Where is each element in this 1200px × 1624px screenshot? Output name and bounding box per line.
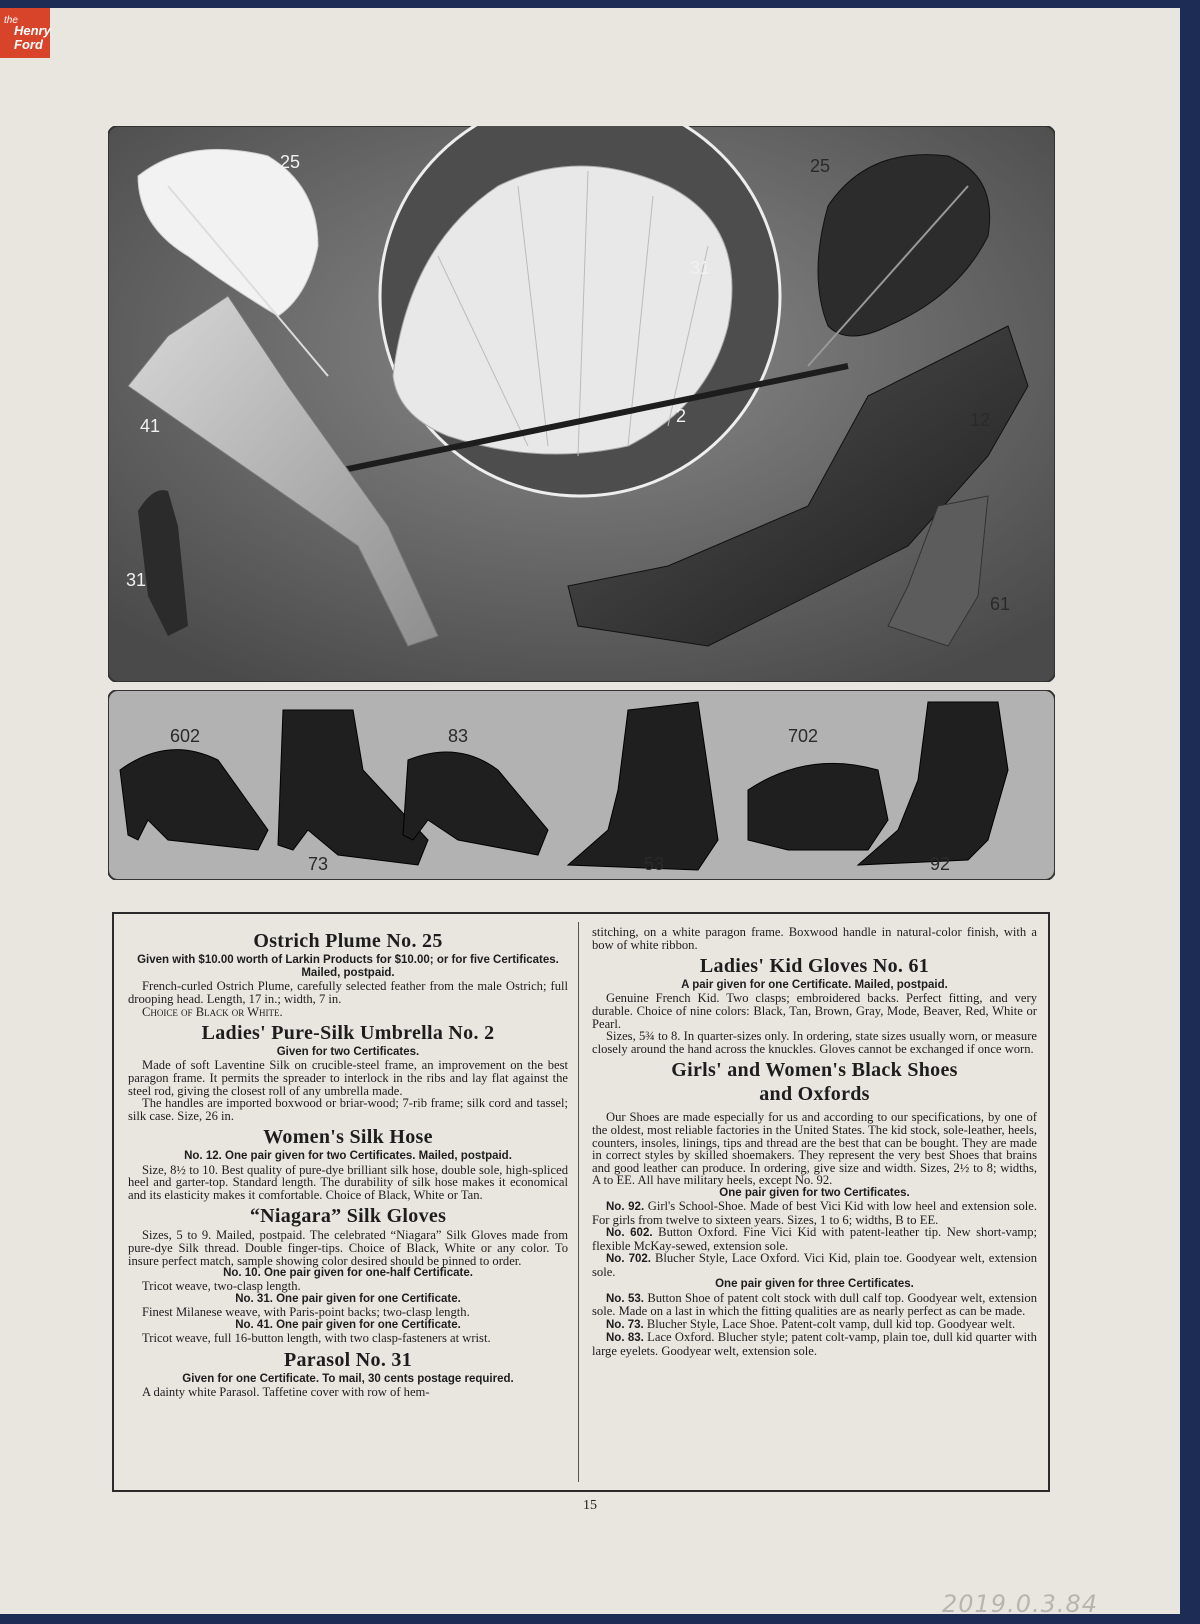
product-descriptions xyxy=(112,912,1050,1492)
shoe-73-desc: No. 73. Blucher Style, Lace Shoe. Patent-colt vamp, dull kid top. Goodyear welt. xyxy=(606,1316,1016,1331)
fig-shoe-73: 73 xyxy=(308,854,329,874)
shoe-92-desc: No. 92. Girl's School-Shoe. Made of best Vici Kid with low heel and extension sole. For girls from twelve to sixteen years. Sizes, 1 to 6; widths, B to EE. xyxy=(592,1199,1037,1227)
niagara-no31-body: Finest Milanese weave, with Paris-point backs; two-clasp length. xyxy=(142,1305,470,1320)
left-column xyxy=(128,926,568,1398)
umbrella-body-2: The handles are imported boxwood or briar-wood; 7-rib frame; silk cord and tassel; silk case. Size, 26 in. xyxy=(128,1096,568,1123)
shoes-title-1: Girls' and Women's Black Shoes xyxy=(671,1059,958,1082)
shoe-702-desc: No. 702. Blucher Style, Lace Oxford. Vici Kid, plain toe. Goodyear welt, extension sole. xyxy=(592,1251,1037,1279)
niagara-no31-terms: No. 31. One pair given for one Certificate. xyxy=(235,1293,461,1305)
umbrella-title: Ladies' Pure-Silk Umbrella No. 2 xyxy=(201,1022,495,1045)
hose-body: Size, 8½ to 10. Best quality of pure-dye brilliant silk hose, double sole, high-spliced heel and garter-top. Standard length. The durability of silk hose makes it economical and its elasticity makes it comfortable. Choice of Black, White or Tan. xyxy=(128,1162,568,1202)
fig-shoe-53: 53 xyxy=(644,854,665,874)
fig-gloves-long: 41 xyxy=(140,416,161,436)
column-divider xyxy=(578,922,579,1482)
shoe-53-desc: No. 53. Button Shoe of patent colt stock with dull calf top. Goodyear welt, extension sole. Made on a last in which the fitting qualities are as nearly perfect as can be made. xyxy=(592,1290,1037,1319)
parasol-body: A dainty white Parasol. Taffetine cover with row of hem- xyxy=(142,1384,430,1399)
kid-gloves-body-1: Genuine French Kid. Two clasps; embroidered backs. Perfect fitting, and very durable. Choice of nine colors: Black, Tan, Brown, Gray, Mode, Beaver, Red, White or Pearl. xyxy=(592,991,1037,1031)
parasol-terms: Given for one Certificate. To mail, 30 cents postage required. xyxy=(182,1372,514,1385)
kid-gloves-body-2: Sizes, 5¾ to 8. In quarter-sizes only. In ordering, state sizes usually worn, or measure closely around the hand across the knuckles. Gloves cannot be exchanged if once worn. xyxy=(592,1029,1037,1056)
plume-title: Ostrich Plume No. 25 xyxy=(253,930,443,952)
niagara-no41-terms: No. 41. One pair given for one Certificate. xyxy=(235,1318,461,1331)
henry-ford-logo: the Henry Ford xyxy=(0,8,50,58)
shoes-title-2: and Oxfords xyxy=(759,1083,870,1106)
fig-shoe-92: 92 xyxy=(930,854,951,874)
niagara-no10-body: Tricot weave, two-clasp length. xyxy=(142,1279,301,1294)
fig-umbrella: 31 xyxy=(690,258,711,278)
fig-plume-right: 25 xyxy=(810,156,831,176)
niagara-no10-terms: No. 10. One pair given for one-half Certificate. xyxy=(223,1267,473,1280)
niagara-body: Sizes, 5 to 9. Mailed, postpaid. The celebrated “Niagara” Silk Gloves made from pure-dye Silk thread. Double finger-tips. Choice of Black, White or any color. To insure perfect match, sample showing color desired should be pinned to order. xyxy=(128,1228,568,1268)
fig-parasol: 2 xyxy=(676,406,687,426)
fig-gloves-short: 31 xyxy=(126,570,147,590)
niagara-title: “Niagara” Silk Gloves xyxy=(249,1205,447,1228)
parasol-body-continued: stitching, on a white paragon frame. Boxwood handle in natural-color finish, with a bow of white ribbon. xyxy=(592,925,1037,952)
kid-gloves-title: Ladies' Kid Gloves No. 61 xyxy=(699,955,930,978)
accession-number: 2019.0.3.84 xyxy=(942,1590,1099,1618)
page-number: 15 xyxy=(583,1498,597,1513)
accessories-illustration xyxy=(108,126,1055,682)
parasol-title: Parasol No. 31 xyxy=(283,1348,413,1371)
plume-choice: Choice of Black or White. xyxy=(142,1004,283,1019)
niagara-no41-body: Tricot weave, full 16-button length, with two clasp-fasteners at wrist. xyxy=(142,1331,491,1346)
shoe-602-desc: No. 602. Button Oxford. Fine Vici Kid with patent-leather tip. New short-vamp; flexible McKay-sewed, extension sole. xyxy=(592,1225,1038,1253)
shoes-intro: Our Shoes are made especially for us and according to our specifications, by one of the oldest, most reliable factories in the United States. The kid stock, sole-leather, heels, counters, insoles, linings, tips and thread are the best that can be bought. They are made in correct styles by skilled shoemakers. They represent the very best Shoes that brains and good leather can produce. In ordering, give size and width. Sizes, 2½ to 8; widths, A to EE. All have military heels, except No. 92. xyxy=(592,1110,1037,1188)
shoes-terms-two: One pair given for two Certificates. xyxy=(719,1186,910,1199)
shoes-terms-three: One pair given for three Certificates. xyxy=(715,1278,914,1291)
hose-title: Women's Silk Hose xyxy=(263,1126,433,1149)
umbrella-body-1: Made of soft Laventine Silk on crucible-steel frame, an improvement on the best paragon frame. It permits the spreader to interlock in the ribs and lay flat against the steel rod, giving the closest roll of any umbrella made. xyxy=(128,1058,568,1098)
fig-shoe-702: 702 xyxy=(788,726,819,746)
right-column xyxy=(592,926,1037,1357)
fig-hose: 12 xyxy=(970,410,991,430)
shoe-83-desc: No. 83. Lace Oxford. Blucher style; patent colt-vamp, plain toe, dull kid quarter with large eyelets. Goodyear welt, extension sole. xyxy=(592,1330,1037,1358)
plume-terms: Given with $10.00 worth of Larkin Products for $10.00; or for five Certificates. Mailed, postpaid. xyxy=(137,954,559,980)
umbrella-terms: Given for two Certificates. xyxy=(276,1046,420,1059)
fig-shoe-602: 602 xyxy=(170,726,201,746)
fig-gloves-right: 61 xyxy=(990,594,1011,614)
fig-shoe-83: 83 xyxy=(448,726,469,746)
plume-body: French-curled Ostrich Plume, carefully selected feather from the male Ostrich; full drooping head. Length, 17 in.; width, 7 in. xyxy=(128,979,568,1007)
catalog-page xyxy=(0,8,1180,1618)
hose-terms: No. 12. One pair given for two Certificates. Mailed, postpaid. xyxy=(184,1150,512,1163)
shoes-illustration xyxy=(108,690,1055,880)
kid-gloves-terms: A pair given for one Certificate. Mailed, postpaid. xyxy=(681,979,948,992)
fig-plume-left: 25 xyxy=(280,152,301,172)
